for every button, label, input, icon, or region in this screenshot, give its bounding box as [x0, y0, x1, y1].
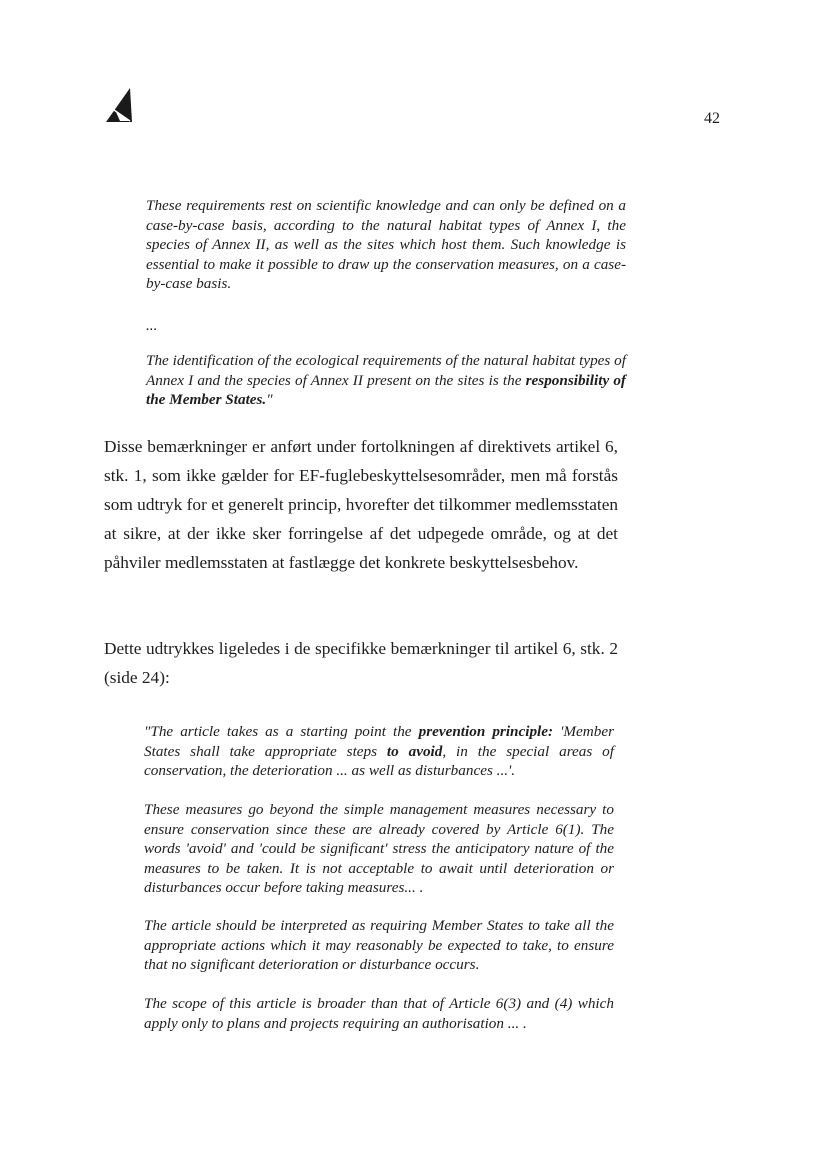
quote-text: 'Member States shall take appropriate steps: [144, 723, 614, 760]
quote-emphasis: responsibility of the Member States.: [146, 371, 626, 408]
quote-paragraph-scope: The scope of this article is broader than that of Article 6(3) and (4) which apply only to plans and projects requiring an authorisation ... .: [144, 995, 614, 1032]
quote-paragraph-requirements: These requirements rest on scientific knowledge and can only be defined on a case-by-case basis, according to the natural habitat types of Annex I, the species of Annex II, as well as the sites which host them. Such knowledge is essential to make it possible to draw up the conservation measures, on a case-by-case basis.: [146, 197, 626, 292]
quote-emphasis: to avoid: [386, 742, 443, 760]
quote-text: , in the special areas of conservation, the deterioration ... as well as disturbances ...'.: [144, 742, 614, 779]
quote-ellipsis: ...: [146, 317, 158, 334]
quote-paragraph-identification: [146, 351, 626, 410]
body-paragraph-remarks: Disse bemærkninger er anført under fortolkningen af direktivets artikel 6, stk. 1, som ikke gælder for EF-fuglebeskyttelsesområder, men må forstås som udtryk for et generelt princip, hvorefter det tilkommer medlemsstaten at sikre, at der ikke sker forringelse af det udpegede område, og at det påhviler medlemsstaten at fastlægge det konkrete beskyttelsesbehov.: [104, 437, 618, 572]
quote-text: "The article takes as a starting point the: [144, 723, 419, 740]
triangle-sail-logo-icon: [106, 88, 136, 122]
body-paragraph-article-6-2: Dette udtrykkes ligeledes i de specifikke bemærkninger til artikel 6, stk. 2 (side 24):: [104, 639, 618, 687]
quote-paragraph-measures: These measures go beyond the simple management measures necessary to ensure conservation since these are already covered by Article 6(1). The words 'avoid' and 'could be significant' stress the anticipatory nature of the measures to be taken. It is not acceptable to await until deterioration or disturbances occur before taking measures... .: [144, 801, 614, 896]
quote-paragraph-interpretation: The article should be interpreted as requiring Member States to take all the appropriate actions which it may reasonably be expected to take, to ensure that no significant deterioration or disturbance occurs.: [144, 917, 614, 973]
quote-text: The identification of the ecological requirements of the natural habitat types of Annex I and the species of Annex II present on the sites is the: [146, 352, 626, 389]
quote-closing-mark: ": [266, 391, 273, 408]
quote-paragraph-prevention-principle: [144, 722, 614, 781]
page-number: 42: [704, 110, 720, 127]
quote-emphasis: prevention principle:: [418, 723, 554, 740]
